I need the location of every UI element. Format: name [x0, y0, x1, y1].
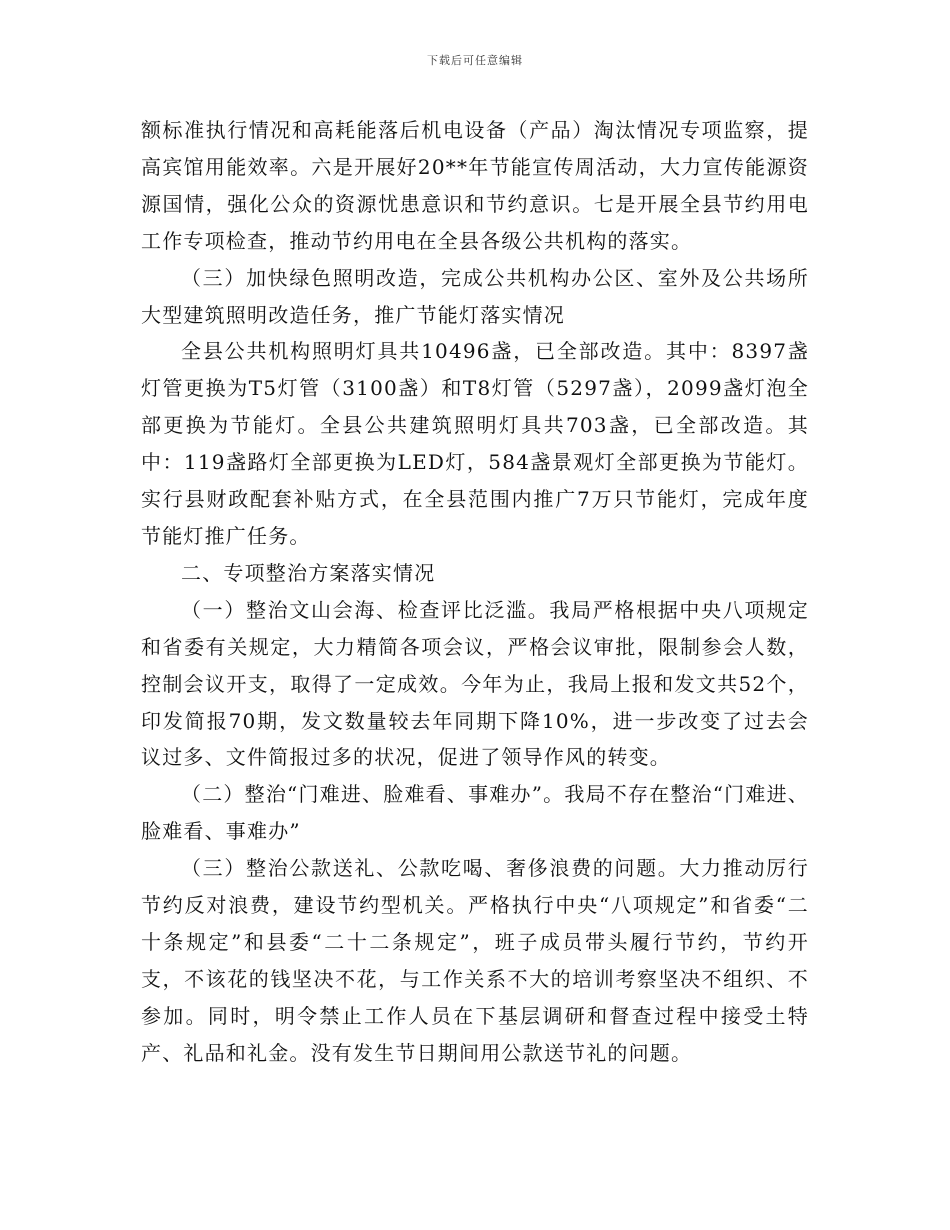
paragraph-continuation: 额标准执行情况和高耗能落后机电设备（产品）淘汰情况专项监察，提高宾馆用能效率。六是开展好20**年节能宣传周活动，大力宣传能源资源国情，强化公众的资源忧患意识和节约意识。七是开展全县节约用电工作专项检查，推动节约用电在全县各级公共机构的落实。: [141, 118, 809, 253]
paragraph-section-heading: （三）加快绿色照明改造，完成公共机构办公区、室外及公共场所大型建筑照明改造任务，推广节能灯落实情况: [141, 265, 809, 327]
paragraph-main-heading: 二、专项整治方案落实情况: [181, 560, 436, 585]
page-header: 下载后可任意编辑: [427, 54, 523, 67]
paragraph-meetings: （一）整治文山会海、检查评比泛滥。我局严格根据中央八项规定和省委有关规定，大力精简各项会议，严格会议审批，限制参会人数，控制会议开支，取得了一定成效。今年为止，我局上报和发文共52个，印发简报70期，发文数量较去年同期下降10%，进一步改变了过去会议过多、文件简报过多的状况，促进了领导作风的转变。: [141, 597, 809, 770]
paragraph-frugality: （三）整治公款送礼、公款吃喝、奢侈浪费的问题。大力推动厉行节约反对浪费，建设节约型机关。严格执行中央“八项规定”和省委“二十条规定”和县委“二十二条规定”，班子成员带头履行节约，节约开支，不该花的钱坚决不花，与工作关系不大的培训考察坚决不组织、不参加。同时，明令禁止工作人员在下基层调研和督查过程中接受土特产、礼品和礼金。没有发生节日期间用公款送节礼的问题。: [141, 856, 809, 1065]
document-body: [141, 112, 809, 1072]
paragraph-service-attitude: （二）整治“门难进、脸难看、事难办”。我局不存在整治“门难进、脸难看、事难办”: [141, 782, 809, 844]
paragraph-lighting-details: 全县公共机构照明灯具共10496盏，已全部改造。其中：8397盏灯管更换为T5灯管（3100盏）和T8灯管（5297盏），2099盏灯泡全部更换为节能灯。全县公共建筑照明灯具共703盏，已全部改造。其中：119盏路灯全部更换为LED灯，584盏景观灯全部更换为节能灯。实行县财政配套补贴方式，在全县范围内推广7万只节能灯，完成年度节能灯推广任务。: [141, 339, 809, 548]
